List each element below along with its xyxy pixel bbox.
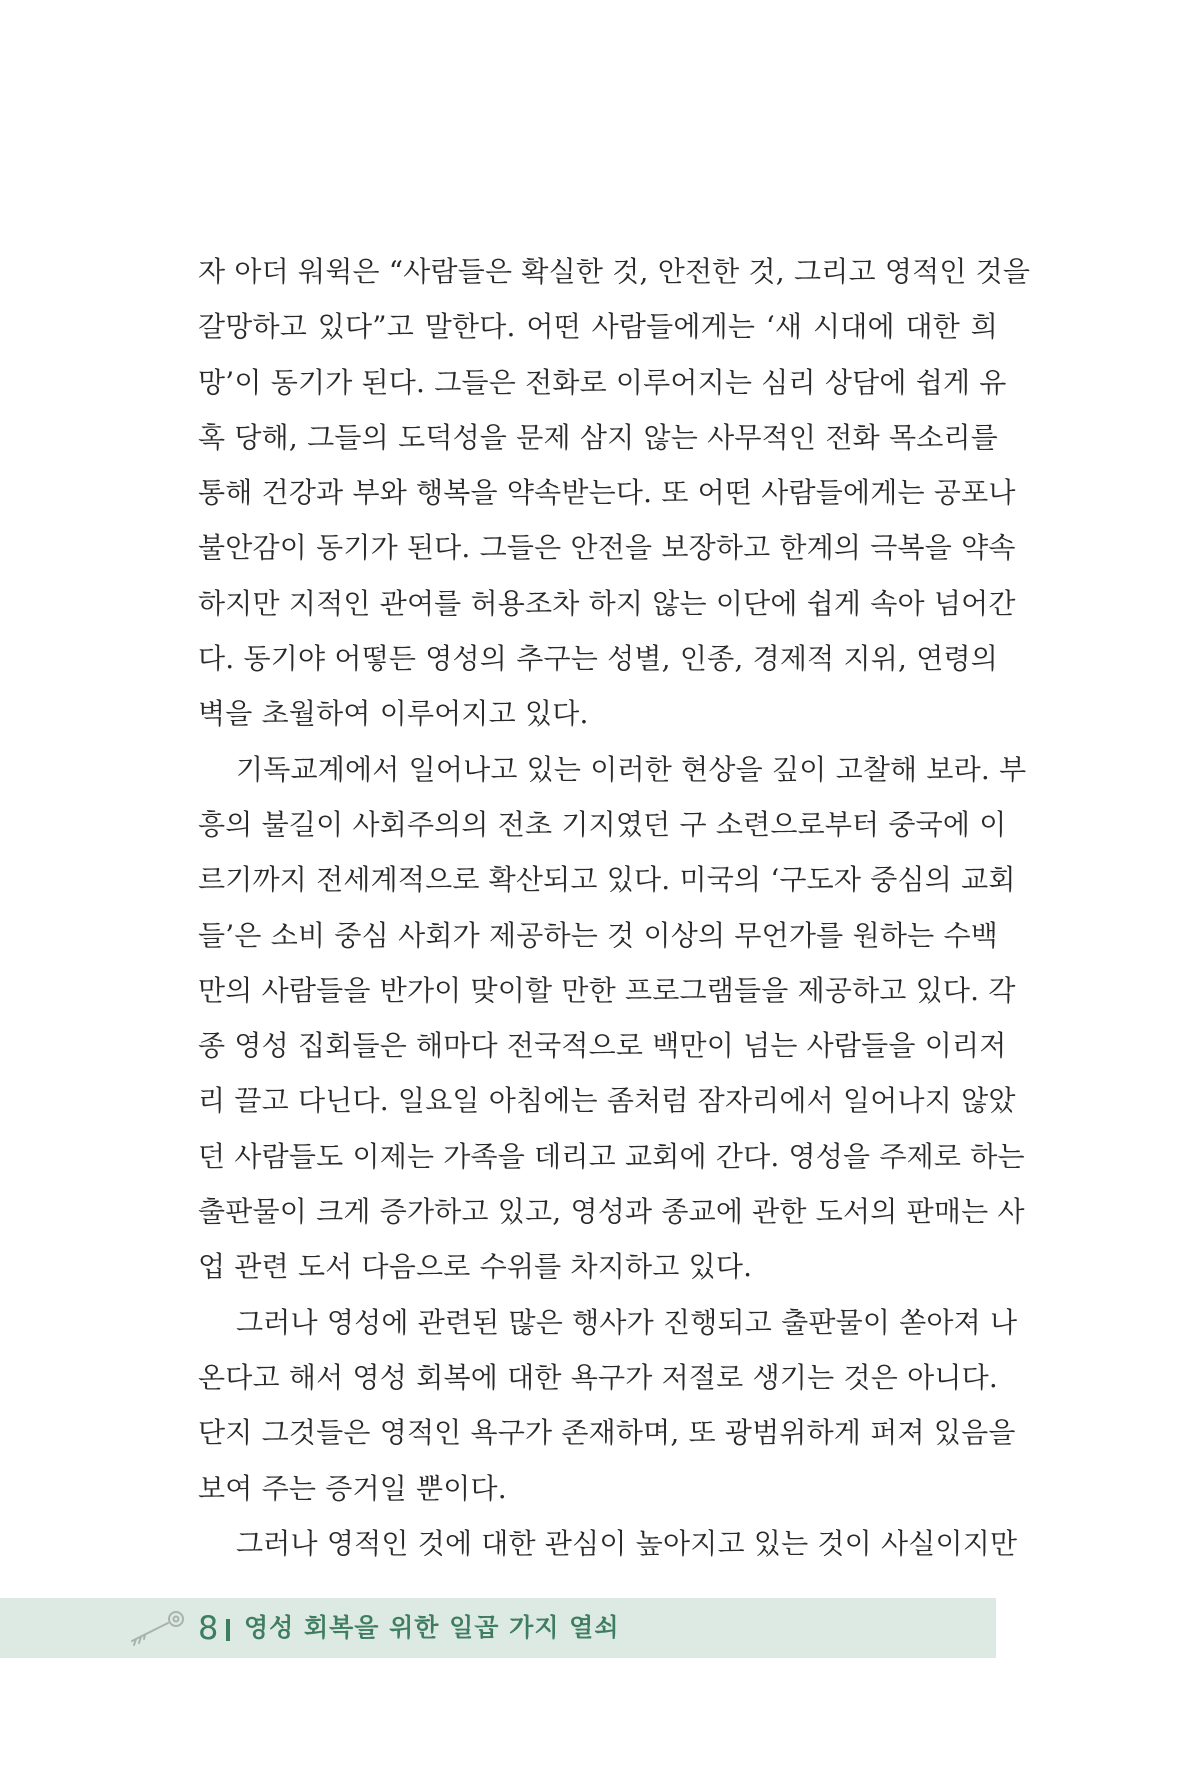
text-line: 통해 건강과 부와 행복을 약속받는다. 또 어떤 사람들에게는 공포나 [198,476,1016,510]
text-line: 종 영성 집회들은 해마다 전국적으로 백만이 넘는 사람들을 이리저 [198,1029,1007,1063]
text-line: 기독교계에서 일어나고 있는 이러한 현상을 깊이 고찰해 보라. 부 [236,752,1027,786]
paragraph-2 [198,742,1027,1295]
key-icon [128,1609,190,1649]
text-line: 불안감이 동기가 된다. 그들은 안전을 보장하고 한계의 극복을 약속 [198,531,1016,565]
text-line: 들’은 소비 중심 사회가 제공하는 것 이상의 무언가를 원하는 수백 [198,918,998,952]
footer-divider [226,1619,230,1641]
text-line: 갈망하고 있다”고 말한다. 어떤 사람들에게는 ‘새 시대에 대한 희 [198,310,998,344]
text-line: 자 아더 워윅은 “사람들은 확실한 것, 안전한 것, 그리고 영적인 것을 [198,255,1031,288]
text-line: 업 관련 도서 다음으로 수위를 차지하고 있다. [198,1250,753,1284]
text-line: 망’이 동기가 된다. 그들은 전화로 이루어지는 심리 상담에 쉽게 유 [198,365,1007,399]
text-line: 단지 그것들은 영적인 욕구가 존재하며, 또 광범위하게 퍼져 있음을 [198,1416,1016,1450]
paragraph-4 [198,1516,1018,1571]
page-number: 8 [198,1609,219,1647]
text-line: 다. 동기야 어떻든 영성의 추구는 성별, 인종, 경제적 지위, 연령의 [198,642,998,676]
text-line: 그러나 영적인 것에 대한 관심이 높아지고 있는 것이 사실이지만 [236,1526,1018,1560]
body-text [198,244,1031,1571]
text-line: 온다고 해서 영성 회복에 대한 욕구가 저절로 생기는 것은 아니다. [198,1360,998,1394]
text-line: 벽을 초월하여 이루어지고 있다. [198,697,589,731]
text-line: 흥의 불길이 사회주의의 전초 기지였던 구 소련으로부터 중국에 이 [198,807,1007,841]
text-line: 출판물이 크게 증가하고 있고, 영성과 종교에 관한 도서의 판매는 사 [198,1195,1025,1229]
text-line: 보여 주는 증거일 뿐이다. [198,1471,507,1505]
text-line: 르기까지 전세계적으로 확산되고 있다. 미국의 ‘구도자 중심의 교회 [198,863,1016,897]
text-line: 혹 당해, 그들의 도덕성을 문제 삼지 않는 사무적인 전화 목소리를 [198,420,998,454]
paragraph-1 [198,244,1031,742]
running-title: 영성 회복을 위한 일곱 가지 열쇠 [244,1613,620,1642]
text-line: 만의 사람들을 반가이 맞이할 만한 프로그램들을 제공하고 있다. 각 [198,973,1016,1007]
text-line: 하지만 지적인 관여를 허용조차 하지 않는 이단에 쉽게 속아 넘어간 [198,586,1016,620]
text-line: 그러나 영성에 관련된 많은 행사가 진행되고 출판물이 쏟아져 나 [236,1305,1018,1339]
text-line: 리 끌고 다닌다. 일요일 아침에는 좀처럼 잠자리에서 일어나지 않았 [198,1084,1016,1118]
paragraph-3 [198,1295,1018,1516]
text-line: 던 사람들도 이제는 가족을 데리고 교회에 간다. 영성을 주제로 하는 [198,1139,1025,1173]
